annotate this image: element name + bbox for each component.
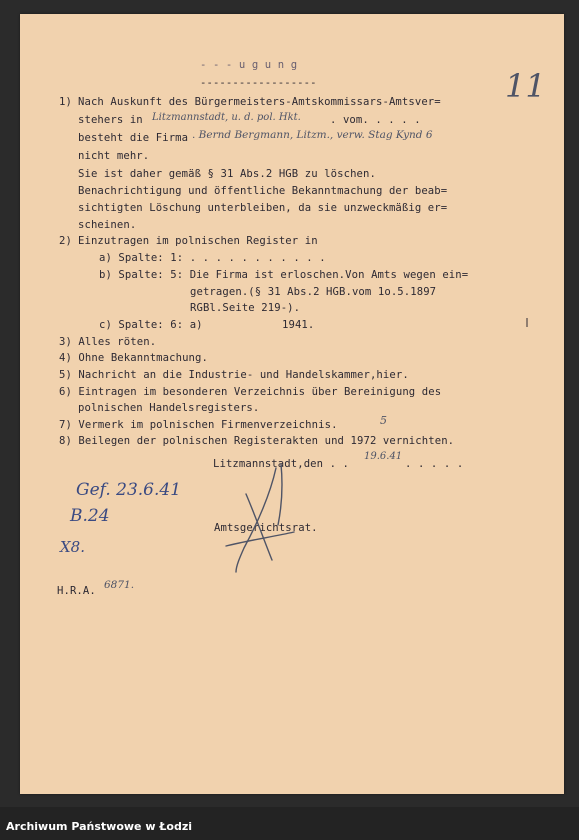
item-1-line3-typed: besteht die Firma — [78, 132, 189, 144]
item-8: 8) Beilegen der polnischen Registerakten und 1972 vernichten. — [59, 435, 455, 447]
item-5: 5) Nachricht an die Industrie- und Handelskammer,hier. — [59, 369, 409, 381]
register-label: H.R.A. — [57, 585, 96, 597]
item-2-line1: Einzutragen im polnischen Register in — [78, 235, 318, 247]
item-1-line3-handwriting: . Bernd Bergmann, Litzm., verw. Stag Kynd 6 — [192, 129, 433, 141]
item-1-line5: Sie ist daher gemäß § 31 Abs.2 HGB zu löschen. — [78, 168, 376, 180]
item-1-line7: sichtigten Löschung unterbleiben, da sie unzweckmäßig er= — [78, 202, 448, 214]
item-1-number: 1) — [59, 96, 72, 108]
item-2-c-label: c) Spalte: 6: a) — [99, 319, 203, 331]
place-date-handwriting: 19.6.41 — [364, 451, 403, 462]
item-1-line8: scheinen. — [78, 219, 137, 231]
item-2-c-year: 1941. — [282, 319, 315, 331]
handwritten-note-line1: Gef. 23.6.41 — [76, 480, 182, 500]
item-1-line1: Nach Auskunft des Bürgermeisters-Amtskommissars-Amtsver= — [78, 96, 441, 108]
document-heading: - - - u g u n g — [200, 59, 298, 71]
signature-stroke-3 — [226, 532, 294, 546]
item-7: 7) Vermerk im polnischen Firmenverzeichnis. — [59, 419, 338, 431]
item-2-b-line1: b) Spalte: 5: Die Firma ist erloschen.Von Amts wegen ein= — [99, 269, 469, 281]
handwritten-note-line3: X8. — [60, 538, 85, 556]
item-2-b-line3: RGBl.Seite 219-). — [190, 302, 301, 314]
item-1-line2-typed: stehers in — [78, 114, 143, 126]
item-4: 4) Ohne Bekanntmachung. — [59, 352, 208, 364]
heading-underline: ------------------ — [200, 77, 317, 89]
item-1-line2-after: . vom. . . . . — [330, 114, 421, 126]
item-7-handwriting: 5 — [380, 414, 387, 427]
margin-pencil-mark: 11 — [505, 67, 546, 105]
item-2-number: 2) — [59, 235, 72, 247]
signature-stroke-4 — [278, 464, 282, 525]
item-3: 3) Alles röten. — [59, 336, 157, 348]
place-date-typed: Litzmannstadt,den . . — [213, 458, 350, 470]
register-number: 6871. — [104, 579, 135, 591]
signature-stroke-2 — [246, 494, 272, 560]
official-title: Amtsgerichtsrat. — [214, 522, 318, 534]
item-2-b-line2: getragen.(§ 31 Abs.2 HGB.vom 1o.5.1897 — [190, 286, 437, 298]
item-1-line4: nicht mehr. — [78, 150, 150, 162]
item-1-line6: Benachrichtigung und öffentliche Bekanntmachung der beab= — [78, 185, 448, 197]
handwritten-note-line2: B.24 — [70, 506, 110, 526]
item-1-line2-handwriting: Litzmannstadt, u. d. pol. Hkt. — [152, 112, 301, 123]
item-2-a: a) Spalte: 1: . . . . . . . . . . . — [99, 252, 326, 264]
archive-name: Archiwum Państwowe w Łodzi — [6, 820, 193, 833]
item-6-line1: 6) Eintragen im besonderen Verzeichnis über Bereinigung des — [59, 386, 442, 398]
place-date-dots: . . . . . — [405, 458, 464, 470]
item-6-line2: polnischen Handelsregisters. — [78, 402, 260, 414]
